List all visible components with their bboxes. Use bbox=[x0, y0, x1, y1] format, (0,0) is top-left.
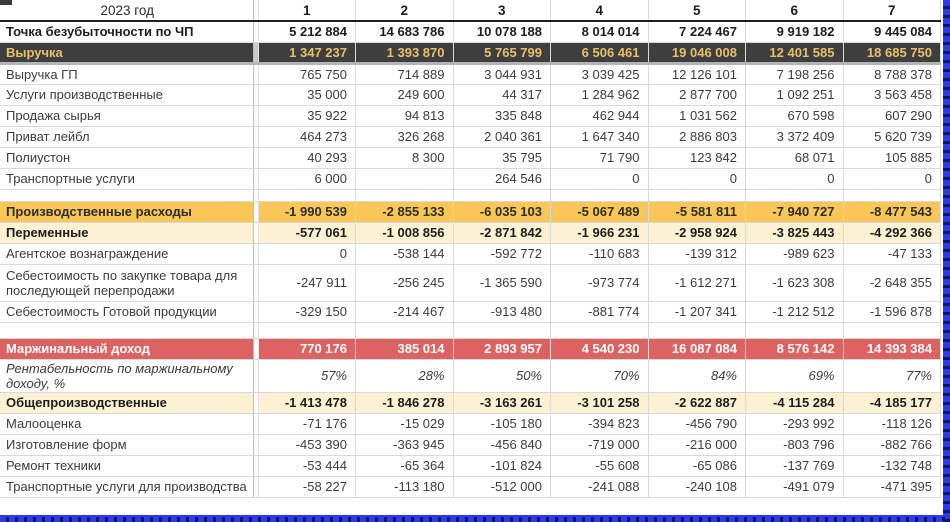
row-label-cell[interactable]: Ремонт техники bbox=[0, 455, 253, 476]
value-cell[interactable]: 35 000 bbox=[258, 84, 356, 105]
row-label-cell[interactable]: Общепроизводственные bbox=[0, 392, 253, 413]
value-cell[interactable]: 2 886 803 bbox=[648, 126, 746, 147]
value-cell[interactable]: 1 647 340 bbox=[551, 126, 649, 147]
value-cell[interactable] bbox=[258, 322, 356, 338]
row-label-cell[interactable]: Выручка bbox=[0, 42, 253, 63]
value-cell[interactable]: 6 000 bbox=[258, 168, 356, 189]
value-cell[interactable]: 385 014 bbox=[356, 338, 454, 359]
value-cell[interactable]: 249 600 bbox=[356, 84, 454, 105]
value-cell[interactable]: -1 365 590 bbox=[453, 264, 551, 301]
value-cell[interactable]: 10 078 188 bbox=[453, 21, 551, 42]
value-cell[interactable]: -132 748 bbox=[843, 455, 941, 476]
value-cell[interactable]: 12 126 101 bbox=[648, 63, 746, 84]
row-label-cell[interactable] bbox=[0, 322, 253, 338]
value-cell[interactable]: -1 207 341 bbox=[648, 301, 746, 322]
row-label-cell[interactable] bbox=[0, 189, 253, 201]
value-cell[interactable]: 40 293 bbox=[258, 147, 356, 168]
value-cell[interactable]: -55 608 bbox=[551, 455, 649, 476]
value-cell[interactable]: 326 268 bbox=[356, 126, 454, 147]
table-row bbox=[0, 84, 941, 105]
value-cell[interactable]: 94 813 bbox=[356, 105, 454, 126]
value-cell[interactable]: -8 477 543 bbox=[843, 201, 941, 222]
value-cell[interactable]: -15 029 bbox=[356, 413, 454, 434]
value-cell[interactable]: -118 126 bbox=[843, 413, 941, 434]
value-cell[interactable]: 7 198 256 bbox=[746, 63, 844, 84]
table-row bbox=[0, 147, 941, 168]
row-label-cell[interactable]: Себестоимость по закупке товара для последующей перепродажи bbox=[0, 264, 253, 301]
row-label-cell[interactable]: Изготовление форм bbox=[0, 434, 253, 455]
value-cell[interactable] bbox=[258, 189, 356, 201]
value-cell[interactable] bbox=[453, 189, 551, 201]
value-cell[interactable]: 50% bbox=[453, 359, 551, 392]
value-cell[interactable]: -5 067 489 bbox=[551, 201, 649, 222]
value-cell[interactable] bbox=[746, 322, 844, 338]
row-label-cell[interactable]: Полиустон bbox=[0, 147, 253, 168]
column-header-cell[interactable]: 4 bbox=[551, 0, 649, 21]
table-row bbox=[0, 105, 941, 126]
table-row bbox=[0, 243, 941, 264]
table-row bbox=[0, 168, 941, 189]
value-cell[interactable]: -105 180 bbox=[453, 413, 551, 434]
value-cell[interactable]: -803 796 bbox=[746, 434, 844, 455]
value-cell[interactable]: -71 176 bbox=[258, 413, 356, 434]
value-cell[interactable]: 0 bbox=[551, 168, 649, 189]
value-cell[interactable]: 714 889 bbox=[356, 63, 454, 84]
value-cell[interactable]: 1 393 870 bbox=[356, 42, 454, 63]
value-cell[interactable]: -58 227 bbox=[258, 476, 356, 497]
value-cell[interactable]: -512 000 bbox=[453, 476, 551, 497]
value-cell[interactable]: -47 133 bbox=[843, 243, 941, 264]
value-cell[interactable]: 77% bbox=[843, 359, 941, 392]
value-cell[interactable]: -2 958 924 bbox=[648, 222, 746, 243]
table-row bbox=[0, 322, 941, 338]
value-cell[interactable]: -394 823 bbox=[551, 413, 649, 434]
column-header-cell[interactable]: 2 bbox=[356, 0, 454, 21]
value-cell[interactable]: -110 683 bbox=[551, 243, 649, 264]
value-cell[interactable]: 670 598 bbox=[746, 105, 844, 126]
value-cell[interactable]: -293 992 bbox=[746, 413, 844, 434]
table-row bbox=[0, 392, 941, 413]
value-cell[interactable] bbox=[551, 189, 649, 201]
value-cell[interactable]: -592 772 bbox=[453, 243, 551, 264]
value-cell[interactable]: -216 000 bbox=[648, 434, 746, 455]
value-cell[interactable]: 765 750 bbox=[258, 63, 356, 84]
value-cell[interactable]: 1 031 562 bbox=[648, 105, 746, 126]
value-cell[interactable]: 44 317 bbox=[453, 84, 551, 105]
value-cell[interactable]: 69% bbox=[746, 359, 844, 392]
value-cell[interactable]: 18 685 750 bbox=[843, 42, 941, 63]
screen-corner-artifact bbox=[0, 0, 12, 5]
value-cell[interactable]: -1 990 539 bbox=[258, 201, 356, 222]
value-cell[interactable] bbox=[551, 322, 649, 338]
value-cell[interactable]: 1 092 251 bbox=[746, 84, 844, 105]
row-label-cell[interactable]: Приват лейбл bbox=[0, 126, 253, 147]
value-cell[interactable]: -1 212 512 bbox=[746, 301, 844, 322]
selection-border-bottom[interactable] bbox=[0, 515, 946, 522]
value-cell[interactable]: -3 101 258 bbox=[551, 392, 649, 413]
value-cell[interactable]: 8 576 142 bbox=[746, 338, 844, 359]
row-label-cell[interactable]: Переменные bbox=[0, 222, 253, 243]
value-cell[interactable]: 4 540 230 bbox=[551, 338, 649, 359]
value-cell[interactable]: -1 966 231 bbox=[551, 222, 649, 243]
value-cell[interactable]: -101 824 bbox=[453, 455, 551, 476]
row-label-cell[interactable]: Малооценка bbox=[0, 413, 253, 434]
value-cell[interactable]: -1 612 271 bbox=[648, 264, 746, 301]
value-cell[interactable]: 28% bbox=[356, 359, 454, 392]
column-header-cell[interactable]: 1 bbox=[258, 0, 356, 21]
value-cell[interactable]: -113 180 bbox=[356, 476, 454, 497]
value-cell[interactable] bbox=[843, 322, 941, 338]
table-row bbox=[0, 189, 941, 201]
table-row bbox=[0, 476, 941, 497]
row-label-cell[interactable]: Производственные расходы bbox=[0, 201, 253, 222]
value-cell[interactable]: 5 765 799 bbox=[453, 42, 551, 63]
value-cell[interactable]: 2 893 957 bbox=[453, 338, 551, 359]
table-row bbox=[0, 222, 941, 243]
value-cell[interactable]: 6 506 461 bbox=[551, 42, 649, 63]
row-label-cell[interactable]: Транспортные услуги для производства bbox=[0, 476, 253, 497]
value-cell[interactable]: -973 774 bbox=[551, 264, 649, 301]
table-row bbox=[0, 301, 941, 322]
value-cell[interactable]: -1 596 878 bbox=[843, 301, 941, 322]
value-cell[interactable]: -577 061 bbox=[258, 222, 356, 243]
table-row bbox=[0, 359, 941, 392]
value-cell[interactable]: -53 444 bbox=[258, 455, 356, 476]
value-cell[interactable]: 464 273 bbox=[258, 126, 356, 147]
value-cell[interactable]: -913 480 bbox=[453, 301, 551, 322]
value-cell[interactable]: -538 144 bbox=[356, 243, 454, 264]
value-cell[interactable]: 1 347 237 bbox=[258, 42, 356, 63]
value-cell[interactable]: 0 bbox=[843, 168, 941, 189]
value-cell[interactable]: 5 620 739 bbox=[843, 126, 941, 147]
value-cell[interactable]: 14 683 786 bbox=[356, 21, 454, 42]
value-cell[interactable] bbox=[356, 168, 454, 189]
value-cell[interactable]: -719 000 bbox=[551, 434, 649, 455]
value-cell[interactable]: 84% bbox=[648, 359, 746, 392]
value-cell[interactable]: -4 292 366 bbox=[843, 222, 941, 243]
value-cell[interactable]: 9 919 182 bbox=[746, 21, 844, 42]
value-cell[interactable]: -3 825 443 bbox=[746, 222, 844, 243]
value-cell[interactable]: 3 372 409 bbox=[746, 126, 844, 147]
value-cell[interactable]: -4 185 177 bbox=[843, 392, 941, 413]
value-cell[interactable]: -2 622 887 bbox=[648, 392, 746, 413]
value-cell[interactable]: -456 790 bbox=[648, 413, 746, 434]
value-cell[interactable]: 123 842 bbox=[648, 147, 746, 168]
value-cell[interactable]: 0 bbox=[648, 168, 746, 189]
value-cell[interactable]: -2 648 355 bbox=[843, 264, 941, 301]
value-cell[interactable]: 14 393 384 bbox=[843, 338, 941, 359]
column-header-cell[interactable]: 6 bbox=[746, 0, 844, 21]
table-row bbox=[0, 264, 941, 301]
value-cell[interactable]: 3 039 425 bbox=[551, 63, 649, 84]
value-cell[interactable] bbox=[648, 322, 746, 338]
value-cell[interactable]: -453 390 bbox=[258, 434, 356, 455]
column-header-cell[interactable]: 5 bbox=[648, 0, 746, 21]
row-label-cell[interactable]: Услуги производственные bbox=[0, 84, 253, 105]
value-cell[interactable]: -471 395 bbox=[843, 476, 941, 497]
value-cell[interactable]: 3 044 931 bbox=[453, 63, 551, 84]
value-cell[interactable]: -989 623 bbox=[746, 243, 844, 264]
value-cell[interactable]: -1 623 308 bbox=[746, 264, 844, 301]
value-cell[interactable] bbox=[648, 189, 746, 201]
value-cell[interactable]: 19 046 008 bbox=[648, 42, 746, 63]
column-header-cell[interactable]: 7 bbox=[843, 0, 941, 21]
value-cell[interactable]: -1 846 278 bbox=[356, 392, 454, 413]
table-row bbox=[0, 21, 941, 42]
value-cell[interactable]: 8 014 014 bbox=[551, 21, 649, 42]
value-cell[interactable]: -1 008 856 bbox=[356, 222, 454, 243]
value-cell[interactable]: -881 774 bbox=[551, 301, 649, 322]
value-cell[interactable]: -5 581 811 bbox=[648, 201, 746, 222]
value-cell[interactable]: 7 224 467 bbox=[648, 21, 746, 42]
value-cell[interactable]: 9 445 084 bbox=[843, 21, 941, 42]
value-cell[interactable]: 335 848 bbox=[453, 105, 551, 126]
value-cell[interactable]: 462 944 bbox=[551, 105, 649, 126]
value-cell[interactable]: -137 769 bbox=[746, 455, 844, 476]
value-cell[interactable]: 35 922 bbox=[258, 105, 356, 126]
value-cell[interactable]: -4 115 284 bbox=[746, 392, 844, 413]
table-row bbox=[0, 413, 941, 434]
row-label-cell[interactable]: Продажа сырья bbox=[0, 105, 253, 126]
value-cell[interactable]: -65 364 bbox=[356, 455, 454, 476]
value-cell[interactable]: 3 563 458 bbox=[843, 84, 941, 105]
value-cell[interactable]: 0 bbox=[258, 243, 356, 264]
value-cell[interactable]: -329 150 bbox=[258, 301, 356, 322]
row-label-cell[interactable]: Агентское вознаграждение bbox=[0, 243, 253, 264]
value-cell[interactable] bbox=[356, 322, 454, 338]
value-cell[interactable]: -139 312 bbox=[648, 243, 746, 264]
value-cell[interactable]: -2 871 842 bbox=[453, 222, 551, 243]
value-cell[interactable]: -491 079 bbox=[746, 476, 844, 497]
table-row bbox=[0, 63, 941, 84]
value-cell[interactable] bbox=[453, 322, 551, 338]
header-row bbox=[0, 0, 941, 21]
value-cell[interactable]: 57% bbox=[258, 359, 356, 392]
value-cell[interactable]: 8 300 bbox=[356, 147, 454, 168]
row-label-cell[interactable]: Транспортные услуги bbox=[0, 168, 253, 189]
value-cell[interactable]: -363 945 bbox=[356, 434, 454, 455]
value-cell[interactable]: 70% bbox=[551, 359, 649, 392]
value-cell[interactable]: 607 290 bbox=[843, 105, 941, 126]
value-cell[interactable]: -240 108 bbox=[648, 476, 746, 497]
value-cell[interactable]: -2 855 133 bbox=[356, 201, 454, 222]
value-cell[interactable]: -214 467 bbox=[356, 301, 454, 322]
table-row bbox=[0, 201, 941, 222]
table-row bbox=[0, 42, 941, 63]
table-row bbox=[0, 455, 941, 476]
column-header-cell[interactable]: 3 bbox=[453, 0, 551, 21]
value-cell[interactable]: -65 086 bbox=[648, 455, 746, 476]
row-label-cell[interactable]: Рентабельность по маржинальному доходу, % bbox=[0, 359, 253, 392]
value-cell[interactable]: 0 bbox=[746, 168, 844, 189]
value-cell[interactable]: 2 040 361 bbox=[453, 126, 551, 147]
value-cell[interactable]: -256 245 bbox=[356, 264, 454, 301]
value-cell[interactable]: 12 401 585 bbox=[746, 42, 844, 63]
value-cell[interactable]: 71 790 bbox=[551, 147, 649, 168]
value-cell[interactable]: 264 546 bbox=[453, 168, 551, 189]
value-cell[interactable]: -882 766 bbox=[843, 434, 941, 455]
row-label-cell[interactable]: Себестоимость Готовой продукции bbox=[0, 301, 253, 322]
value-cell[interactable]: -241 088 bbox=[551, 476, 649, 497]
value-cell[interactable]: -247 911 bbox=[258, 264, 356, 301]
value-cell[interactable]: -7 940 727 bbox=[746, 201, 844, 222]
value-cell[interactable]: -1 413 478 bbox=[258, 392, 356, 413]
table-row bbox=[0, 126, 941, 147]
value-cell[interactable]: 1 284 962 bbox=[551, 84, 649, 105]
value-cell[interactable] bbox=[843, 189, 941, 201]
row-label-cell[interactable]: Выручка ГП bbox=[0, 63, 253, 84]
selection-border-right[interactable] bbox=[942, 0, 950, 522]
table-row bbox=[0, 434, 941, 455]
value-cell[interactable]: 105 885 bbox=[843, 147, 941, 168]
value-cell[interactable]: 68 071 bbox=[746, 147, 844, 168]
row-label-cell[interactable]: Точка безубыточности по ЧП bbox=[0, 21, 253, 42]
value-cell[interactable]: 770 176 bbox=[258, 338, 356, 359]
year-header-cell[interactable]: 2023 год bbox=[0, 0, 253, 21]
value-cell[interactable]: 2 877 700 bbox=[648, 84, 746, 105]
value-cell[interactable]: -3 163 261 bbox=[453, 392, 551, 413]
value-cell[interactable] bbox=[356, 189, 454, 201]
value-cell[interactable]: 16 087 084 bbox=[648, 338, 746, 359]
value-cell[interactable] bbox=[746, 189, 844, 201]
table-row bbox=[0, 338, 941, 359]
value-cell[interactable]: -6 035 103 bbox=[453, 201, 551, 222]
value-cell[interactable]: 8 788 378 bbox=[843, 63, 941, 84]
row-label-cell[interactable]: Маржинальный доход bbox=[0, 338, 253, 359]
value-cell[interactable]: -456 840 bbox=[453, 434, 551, 455]
value-cell[interactable]: 35 795 bbox=[453, 147, 551, 168]
value-cell[interactable]: 5 212 884 bbox=[258, 21, 356, 42]
